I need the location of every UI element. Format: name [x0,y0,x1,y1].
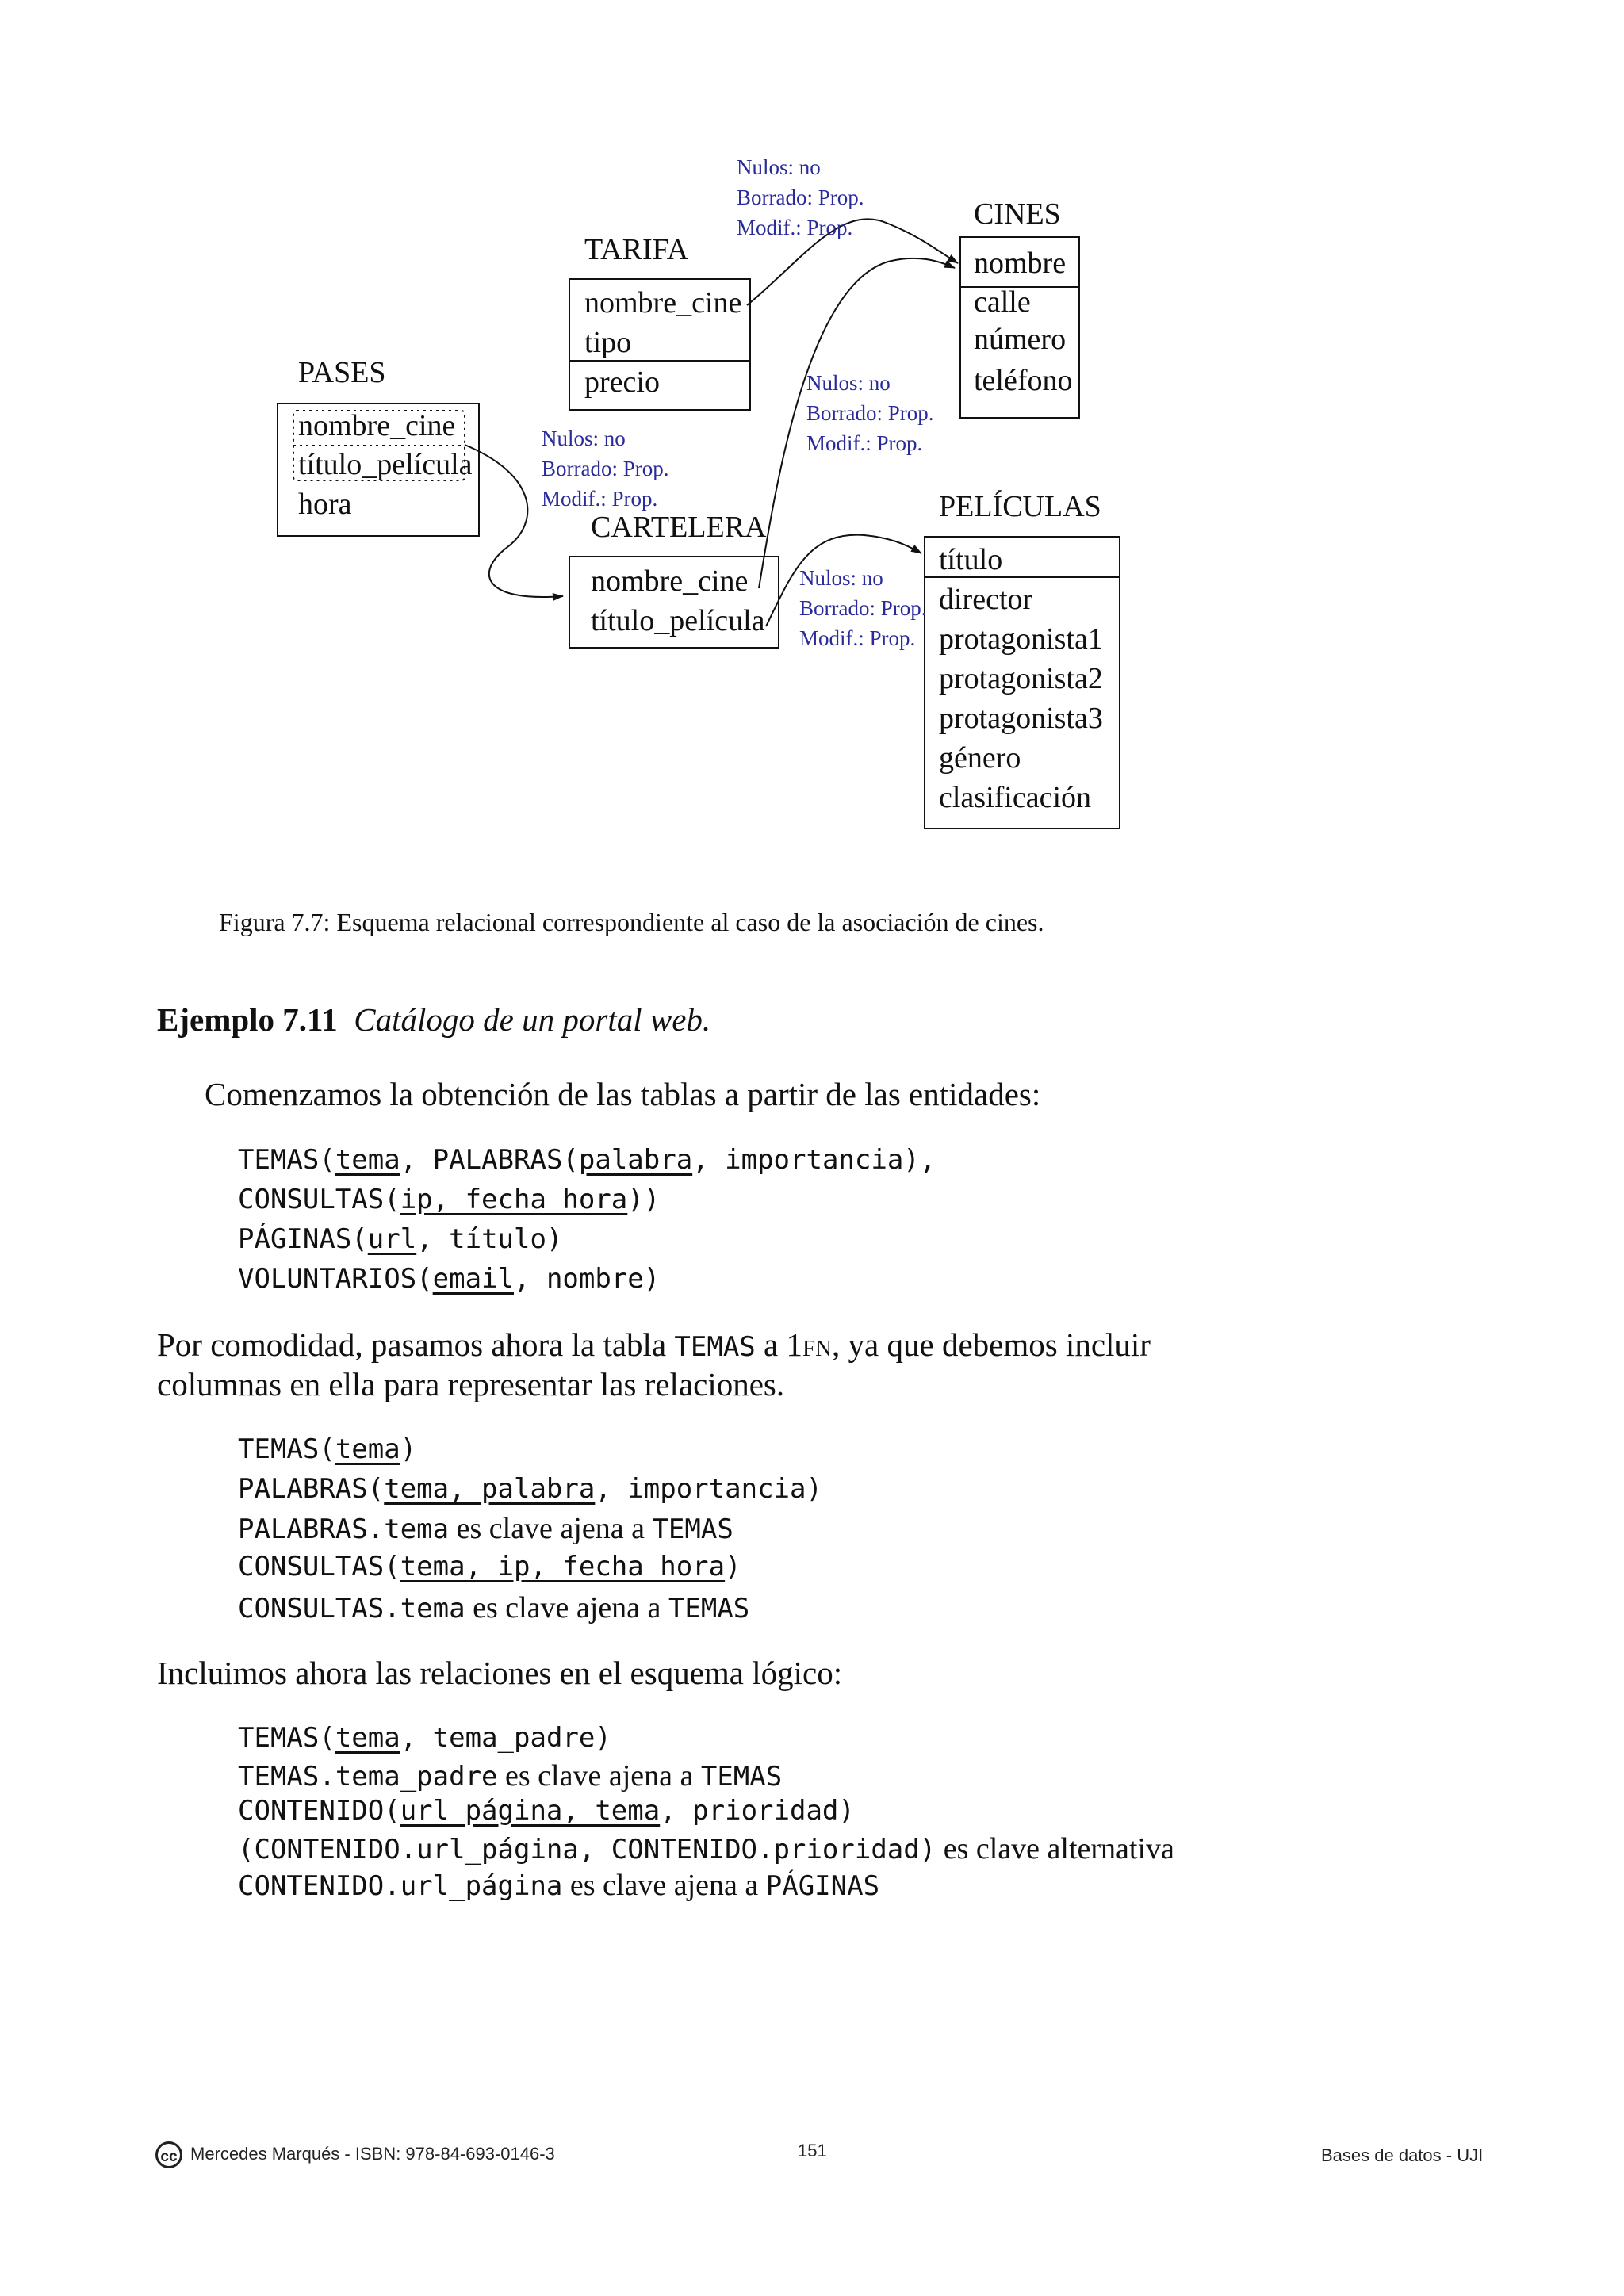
code-text: CONTENIDO.url_página [238,1870,563,1902]
rule-nulos: Nulos: no [542,427,626,450]
code-text: TEMAS( [238,1144,335,1176]
attribute: calle [974,285,1031,319]
primary-key: tema [335,1144,400,1176]
code-text: (CONTENIDO.url_página, CONTENIDO.prioridad) [238,1834,936,1866]
code-text: ) [400,1433,417,1465]
table-cartelera [569,511,779,648]
table-pases [278,356,479,536]
attribute: precio [584,365,660,399]
relational-schema-diagram [0,0,1624,888]
example-title: Catálogo de un portal web. [354,1001,711,1038]
attribute: hora [298,488,352,521]
code-line [238,1590,749,1625]
footer-left [155,2141,555,2168]
code-line [238,1795,855,1827]
attribute: nombre_cine [298,409,456,442]
attribute: protagonista2 [939,662,1103,695]
attribute: nombre_cine [591,564,749,598]
attribute: clasificación [939,781,1092,814]
table-name: PASES [298,356,386,389]
creative-commons-icon: cc [155,2141,182,2168]
rule-modif: Modif.: Prop. [799,626,916,650]
text: , ya que debemos incluir [832,1326,1151,1363]
attribute: título [939,543,1003,576]
example-heading [157,1001,710,1039]
small-caps-text: 1fn [786,1326,833,1363]
primary-key: tema, ip, fecha_hora [400,1551,726,1582]
attribute: título_película [591,604,765,637]
code-text: VOLUNTARIOS( [238,1263,433,1295]
text: a [755,1326,787,1363]
page-number: 151 [798,2141,827,2160]
code-line [238,1184,660,1215]
prose-text: es clave alternativa [936,1832,1174,1866]
code-text: , prioridad) [660,1795,855,1827]
rule-nulos: Nulos: no [799,566,883,590]
rule-borrado: Borrado: Prop. [799,596,927,620]
code-text: TEMAS [652,1513,733,1545]
code-text: , importancia) [595,1473,822,1505]
primary-key: ip, fecha_hora [400,1184,628,1215]
code-text: TEMAS [700,1761,783,1793]
rule-modif: Modif.: Prop. [542,487,658,511]
prose-text: es clave ajena a [449,1512,653,1545]
code-text: , PALABRAS( [400,1144,579,1176]
text: Por comodidad, pasamos ahora la tabla [157,1326,675,1363]
paragraph-1: Comenzamos la obtención de las tablas a partir de las entidades: [205,1076,1041,1112]
table-name: CINES [974,197,1061,231]
code-text: PALABRAS( [238,1473,385,1505]
code-text: , importancia), [692,1144,936,1176]
rule-label-cartelera-peliculas [799,566,926,650]
code-line [238,1263,660,1295]
example-label: Ejemplo 7.11 [157,1001,338,1038]
code-line [238,1722,611,1754]
figure-caption: Figura 7.7: Esquema relacional correspondiente al caso de la asociación de cines. [219,908,1044,936]
code-text: , título) [416,1223,563,1255]
table-tarifa [569,233,750,410]
rule-borrado: Borrado: Prop. [806,401,934,425]
code-line [238,1473,822,1505]
code-text: , nombre) [514,1263,661,1295]
primary-key: url_página, tema [400,1795,661,1827]
table-name: PELÍCULAS [939,490,1101,523]
code-text: PALABRAS.tema [238,1513,450,1545]
code-text: CONSULTAS.tema [238,1593,465,1624]
primary-key: tema [335,1433,400,1465]
code-text: CONTENIDO( [238,1795,400,1827]
code-line [238,1511,733,1546]
code-text: PÁGINAS [765,1870,880,1902]
inline-code: TEMAS [674,1331,756,1363]
code-text: CONSULTAS( [238,1551,400,1582]
code-line [238,1144,936,1176]
prose-text: es clave ajena a [497,1759,701,1793]
attribute: teléfono [974,364,1073,397]
rule-borrado: Borrado: Prop. [737,186,864,209]
attribute: nombre_cine [584,286,742,320]
paragraph-3: Incluimos ahora las relaciones en el esquema lógico: [157,1655,843,1691]
primary-key: url [367,1223,417,1255]
paragraph-2-line-2: columnas en ella para representar las relaciones. [157,1366,785,1402]
table-peliculas [925,490,1120,828]
attribute: género [939,741,1021,775]
attribute: título_película [298,448,473,481]
code-line [238,1758,782,1793]
primary-key: tema [335,1722,400,1754]
primary-key: palabra [578,1144,693,1176]
table-cines [960,197,1079,418]
attribute: protagonista3 [939,702,1103,735]
primary-key: tema, palabra [384,1473,596,1505]
code-text: PÁGINAS( [238,1223,368,1255]
attribute: director [939,583,1033,616]
rule-label-pases-cartelera [542,427,668,511]
code-line [238,1223,562,1255]
code-text: )) [627,1184,661,1215]
code-text: TEMAS( [238,1433,335,1465]
code-line [238,1433,416,1465]
attribute: nombre [974,247,1067,280]
code-text: TEMAS( [238,1722,335,1754]
code-line [238,1551,741,1582]
table-name: TARIFA [584,233,689,266]
rule-label-tarifa-cines [737,155,864,239]
footer-right: Bases de datos - UJI [1321,2145,1484,2165]
attribute: protagonista1 [939,622,1103,656]
rule-nulos: Nulos: no [806,371,891,395]
prose-text: es clave ajena a [465,1591,668,1624]
primary-key: email [432,1263,514,1295]
rule-label-cartelera-cines [806,371,933,455]
paragraph-2 [157,1326,1151,1364]
prose-text: es clave ajena a [562,1869,766,1902]
code-text: TEMAS.tema_padre [238,1761,498,1793]
code-text: TEMAS [668,1593,750,1624]
code-line [238,1868,879,1903]
attribute: número [974,323,1067,356]
rule-nulos: Nulos: no [737,155,821,179]
attribute: tipo [584,326,632,359]
code-text: CONSULTAS( [238,1184,400,1215]
code-text: , tema_padre) [400,1722,611,1754]
rule-borrado: Borrado: Prop. [542,457,669,480]
rule-modif: Modif.: Prop. [737,216,853,239]
code-text: ) [725,1551,741,1582]
rule-modif: Modif.: Prop. [806,431,923,455]
footer-author: Mercedes Marqués - ISBN: 978-84-693-0146-3 [190,2143,555,2164]
table-name: CARTELERA [591,511,767,544]
code-line [238,1831,1174,1866]
